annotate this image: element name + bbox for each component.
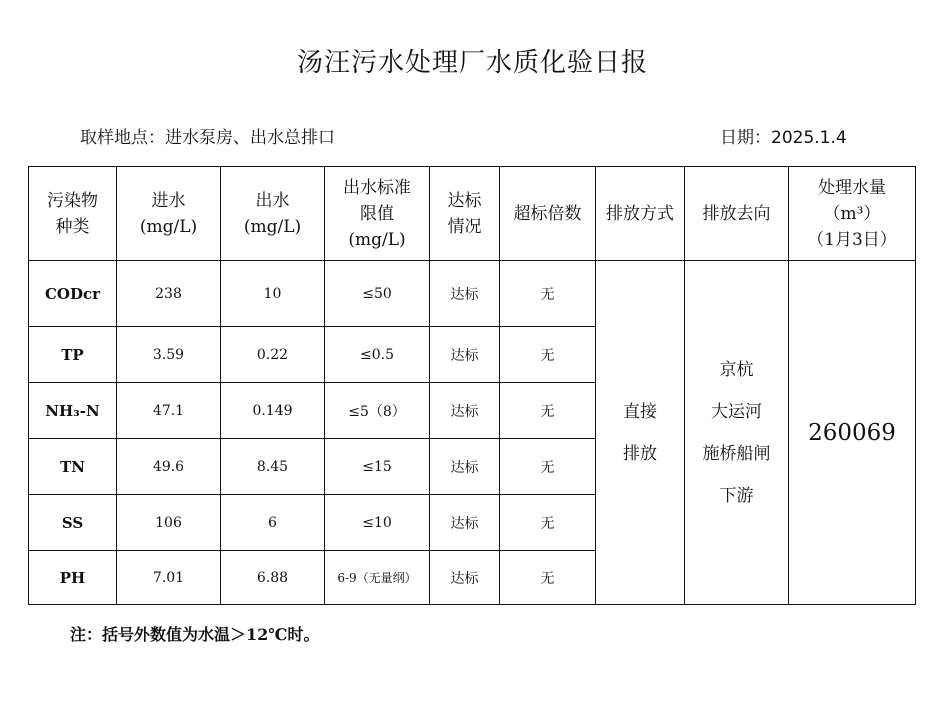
standard-value: ≤0.5	[325, 327, 430, 383]
exceed-value: 无	[500, 551, 596, 605]
effluent-value: 10	[221, 261, 325, 327]
header-standard: 出水标准 限值 (mg/L)	[325, 167, 430, 261]
pollutant-name: SS	[29, 495, 117, 551]
header-pollutant: 污染物 种类	[29, 167, 117, 261]
exceed-value: 无	[500, 439, 596, 495]
header-compliance: 达标 情况	[430, 167, 500, 261]
pollutant-name: PH	[29, 551, 117, 605]
table-header-row	[29, 167, 916, 261]
header-volume: 处理水量 （m³） （1月3日）	[789, 167, 916, 261]
standard-value: 6-9（无量纲）	[325, 551, 430, 605]
standard-value: ≤15	[325, 439, 430, 495]
exceed-value: 无	[500, 383, 596, 439]
effluent-value: 8.45	[221, 439, 325, 495]
compliance-value: 达标	[430, 495, 500, 551]
effluent-value: 6.88	[221, 551, 325, 605]
sample-location: 取样地点：进水泵房、出水总排口	[80, 128, 335, 148]
influent-value: 49.6	[117, 439, 221, 495]
effluent-value: 0.149	[221, 383, 325, 439]
header-discharge-dest: 排放去向	[685, 167, 789, 261]
discharge-method-cell: 直接 排放	[596, 261, 685, 605]
influent-value: 7.01	[117, 551, 221, 605]
header-exceed: 超标倍数	[500, 167, 596, 261]
compliance-value: 达标	[430, 551, 500, 605]
pollutant-name: TP	[29, 327, 117, 383]
volume-value: 260069	[789, 261, 916, 605]
influent-value: 3.59	[117, 327, 221, 383]
pollutant-name: TN	[29, 439, 117, 495]
compliance-value: 达标	[430, 327, 500, 383]
pollutant-name: CODcr	[29, 261, 117, 327]
report-title: 汤汪污水处理厂水质化验日报	[296, 48, 648, 78]
exceed-value: 无	[500, 495, 596, 551]
standard-value: ≤5（8）	[325, 383, 430, 439]
influent-value: 238	[117, 261, 221, 327]
standard-value: ≤10	[325, 495, 430, 551]
table-row	[29, 261, 916, 327]
influent-value: 106	[117, 495, 221, 551]
compliance-value: 达标	[430, 439, 500, 495]
effluent-value: 0.22	[221, 327, 325, 383]
water-quality-table	[28, 166, 916, 605]
header-discharge-method: 排放方式	[596, 167, 685, 261]
footnote: 注：括号外数值为水温＞12℃时。	[70, 625, 320, 644]
exceed-value: 无	[500, 327, 596, 383]
discharge-dest-cell: 京杭 大运河 施桥船闸 下游	[685, 261, 789, 605]
header-effluent: 出水 (mg/L)	[221, 167, 325, 261]
header-influent: 进水 (mg/L)	[117, 167, 221, 261]
effluent-value: 6	[221, 495, 325, 551]
report-date: 日期：2025.1.4	[720, 128, 847, 148]
pollutant-name: NH₃-N	[29, 383, 117, 439]
standard-value: ≤50	[325, 261, 430, 327]
compliance-value: 达标	[430, 261, 500, 327]
exceed-value: 无	[500, 261, 596, 327]
influent-value: 47.1	[117, 383, 221, 439]
compliance-value: 达标	[430, 383, 500, 439]
